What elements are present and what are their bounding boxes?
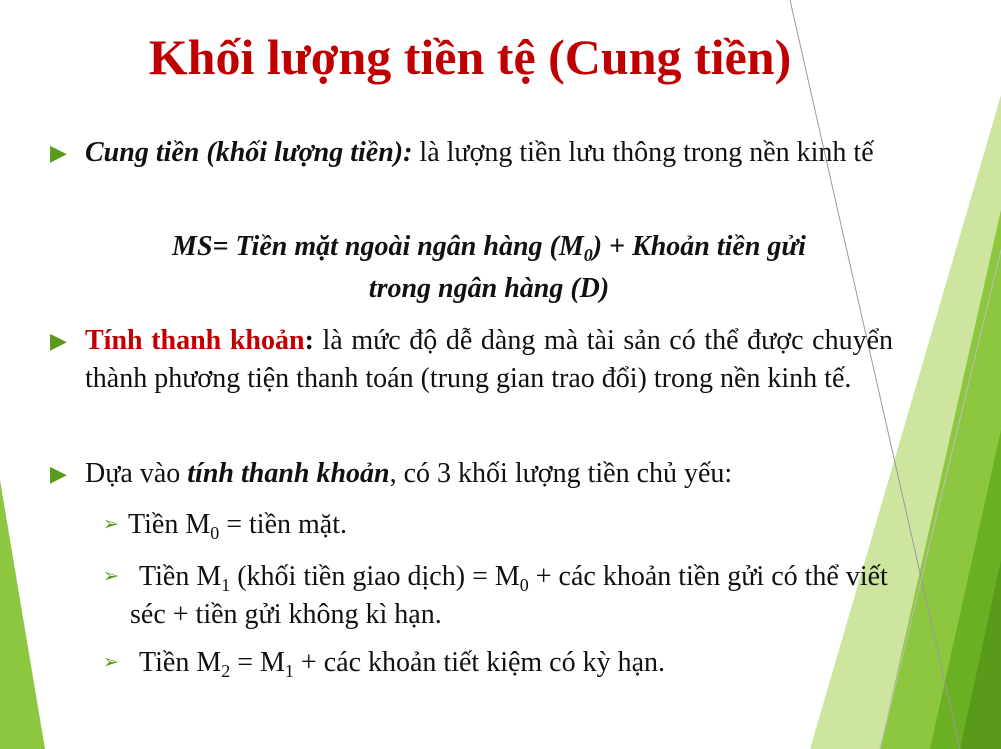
s3-subscript-2: 1 xyxy=(284,661,294,681)
term-money-supply: Cung tiền (khối lượng tiền): xyxy=(85,137,413,168)
s2-subscript-1: 1 xyxy=(221,575,231,595)
s3-subscript-1: 2 xyxy=(221,661,231,681)
s2-text-a: Tiền M xyxy=(139,561,222,592)
p3-text-b: , có 3 khối lượng tiền chủ yếu: xyxy=(389,458,733,489)
definition-money-supply: là lượng tiền lưu thông trong nền kinh tế xyxy=(412,137,874,168)
s1-text-a: Tiền M xyxy=(128,509,211,540)
p3-text-a: Dựa vào xyxy=(85,458,188,489)
paragraph-money-supply xyxy=(85,134,893,172)
term-liquidity: Tính thanh khoản xyxy=(85,325,305,356)
bullet-icon: ▶ xyxy=(50,140,67,165)
bullet-icon: ▶ xyxy=(50,461,67,486)
s2-text-c: + các khoản tiền gửi có thể viết séc + tiền gửi không kì hạn. xyxy=(130,561,888,630)
s3-text-a: Tiền M xyxy=(139,647,222,678)
sub-item-m1 xyxy=(130,558,895,634)
paragraph-liquidity xyxy=(85,322,893,398)
sub-item-m2 xyxy=(139,644,904,682)
sub-bullet-icon: ➢ xyxy=(103,514,119,535)
slide-title: Khối lượng tiền tệ (Cung tiền) xyxy=(148,29,792,85)
s3-text-b: = M xyxy=(230,647,285,678)
s2-subscript-2: 0 xyxy=(519,575,529,595)
term-colon: : xyxy=(304,325,314,356)
sub-item-m0 xyxy=(128,506,893,544)
formula-text-a: MS= Tiền mặt ngoài ngân hàng (M xyxy=(172,231,584,262)
formula-line-2: trong ngân hàng (D) xyxy=(368,273,610,304)
sub-bullet-icon: ➢ xyxy=(103,652,119,673)
term-liquidity-inline: tính thanh khoản xyxy=(187,458,390,489)
formula-text-b: ) + Khoản tiền gửi xyxy=(592,231,806,262)
s2-text-b: (khối tiền giao dịch) = M xyxy=(230,561,520,592)
paragraph-money-types xyxy=(85,455,893,493)
formula-subscript: 0 xyxy=(583,245,593,265)
s1-text-b: = tiền mặt. xyxy=(219,509,347,540)
formula-line-1 xyxy=(85,226,893,268)
s3-text-c: + các khoản tiết kiệm có kỳ hạn. xyxy=(293,647,666,678)
definition-liquidity: là mức độ dễ dàng mà tài sản có thể được chuyển thành phương tiện thanh toán (trung gian trao đổi) trong nền kinh tế. xyxy=(85,325,894,394)
sub-bullet-icon: ➢ xyxy=(103,566,119,587)
s1-subscript: 0 xyxy=(210,523,220,543)
bullet-icon: ▶ xyxy=(50,328,67,353)
